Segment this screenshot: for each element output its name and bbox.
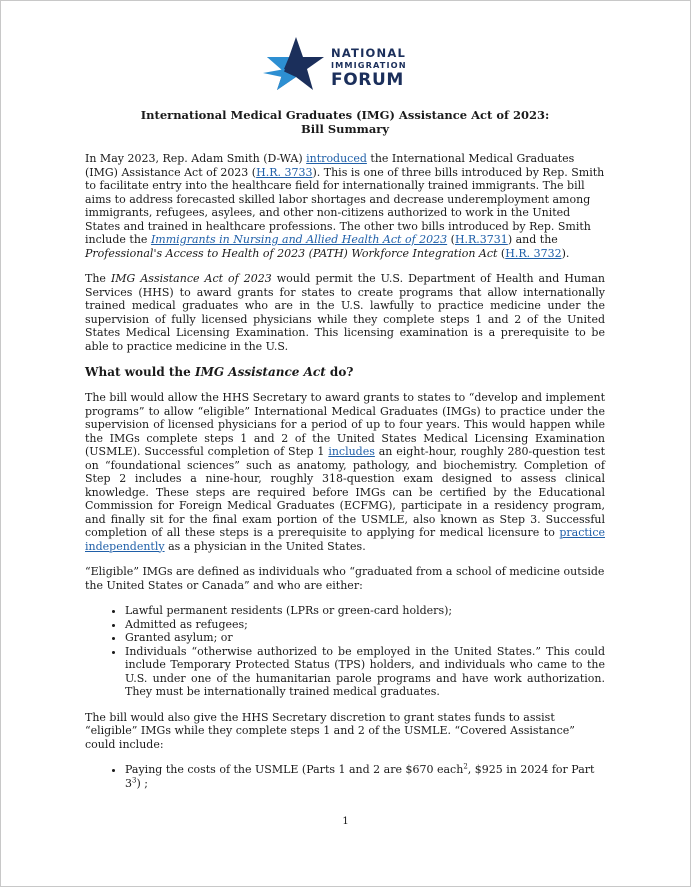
intro-text-1: In May 2023, Rep. Adam Smith (D-WA) [85, 152, 307, 165]
title-line-2: Bill Summary [300, 122, 390, 136]
title-line-1: International Medical Graduates (IMG) Assistance Act of 2023: [140, 108, 550, 122]
path-act-title: Professional's Access to Health of 2023 (PATH) Workforce Integration Act [85, 246, 498, 260]
usmle-cost-text-1: Paying the costs of the USMLE (Parts 1 and 2 are $670 each [125, 763, 464, 776]
details-text-3: as a physician in the United States. [164, 539, 366, 553]
eligible-paragraph: “Eligible” IMGs are defined as individuals who “graduated from a school of medicine outside the United States or Canada” and who are either: [85, 565, 605, 592]
footnote-ref-2: 2 [463, 762, 468, 771]
list-item: • Individuals “otherwise authorized to be employed in the United States.” This could include Temporary Protected Status (TPS) holders, and individuals who came to the U.S. under one of the humanitarian parole programs and have work authorization. They must be internationally trained medical graduates. [125, 645, 605, 699]
details-text-1: The bill would allow the HHS Secretary to award grants to states to “develop and implement programs” to allow “eligible” International Medical Graduates (IMGs) to practice under the supervision of licensed physicians for a period of up to four years. This would happen while the IMGs complete steps 1 and 2 of the United States Medical Licensing Examination (USMLE). Successful completion of Step 1 [85, 391, 605, 458]
list-item: • Admitted as refugees; [125, 618, 605, 632]
purpose-text-1: The [85, 272, 111, 285]
purpose-text-2: would permit the U.S. Department of Health and Human Services (HHS) to award grants for states to create programs that allow internationally trained medical graduates who are in the U.S. lawfully to practice medicine under the supervision of fully licensed physicians while they complete steps 1 and 2 of the United States Medical Licensing Examination. This licensing examination is a prerequisite to be able to practice medicine in the U.S. [85, 272, 605, 353]
list-item: • Lawful permanent residents (LPRs or green-card holders); [125, 604, 605, 618]
logo [263, 35, 423, 93]
practice-independently-link[interactable]: practice independently [85, 526, 605, 553]
logo-line-national: NATIONAL [331, 46, 406, 60]
intro-paragraph [85, 152, 605, 260]
list-item: • Granted asylum; or [125, 631, 605, 645]
details-text-2: an eight-hour, roughly 280-question test on “foundational sciences” such as anatomy, pathology, and biochemistry. Completion of Step 2 includes a nine-hour, roughly 318-question exam designed to assess clinical knowledge. These steps are required before IMGs can be certified by the Educational Commission for Foreign Medical Graduates (ECFMG), participate in a residency program, and finally sit for the final exam portion of the USMLE, also known as Step 3. Successful completion of all these steps is a prerequisite to applying for medical licensure to [85, 445, 605, 539]
heading-italic: IMG Assistance Act [194, 365, 326, 379]
logo-line-forum: FORUM [331, 70, 404, 90]
section-heading [85, 365, 605, 379]
assistance-list [85, 763, 605, 790]
hr3732-link[interactable]: H.R. 3732 [505, 246, 562, 260]
intro-text-2: the International Medical Graduates (IMG) Assistance Act of 2023 ( [85, 152, 575, 179]
intro-text-4: ( [447, 233, 455, 246]
usmle-cost-text-2: , $925 in 2024 for Part 3 [125, 763, 595, 790]
eligibility-list [85, 604, 605, 699]
intro-text-7: ). [561, 246, 570, 260]
nursing-act-link[interactable]: Immigrants in Nursing and Allied Health Act of 2023 [150, 233, 448, 246]
document-title [85, 108, 605, 136]
page-number: 1 [342, 816, 349, 827]
intro-text-6: ( [497, 246, 506, 260]
star-icon [263, 35, 325, 93]
hr3731-link[interactable]: H.R.3731 [454, 233, 508, 246]
document-body [85, 108, 605, 802]
list-item [125, 763, 605, 790]
hr3733-link[interactable]: H.R. 3733 [256, 165, 313, 179]
details-paragraph [85, 391, 605, 553]
intro-text-5: ) and the [507, 233, 558, 246]
assistance-paragraph: The bill would also give the HHS Secretary discretion to grant states funds to assist “eligible” IMGs while they complete steps 1 and 2 of the USMLE. “Covered Assistance” could include: [85, 710, 575, 751]
purpose-paragraph [85, 272, 605, 353]
logo-line-immigration: IMMIGRATION [331, 60, 407, 70]
heading-text-2: do? [325, 365, 354, 379]
act-title-italic: IMG Assistance Act of 2023 [110, 272, 272, 285]
heading-text-1: What would the [85, 365, 195, 379]
usmle-cost-text-3: ) ; [136, 776, 148, 790]
includes-link[interactable]: includes [328, 445, 375, 458]
intro-text-3: ). This is one of three bills introduced by Rep. Smith to facilitate entry into the healthcare field for internationally trained immigrants. The bill aims to address forecasted skilled labor shortages and decrease underemployment among immigrants, refugees, asylees, and other non-citizens authorized to work in the United States and trained in healthcare professions. The other two bills introduced by Rep. Smith include the [85, 165, 605, 246]
footnote-ref-3: 3 [132, 775, 137, 784]
introduced-link[interactable]: introduced [306, 152, 367, 165]
